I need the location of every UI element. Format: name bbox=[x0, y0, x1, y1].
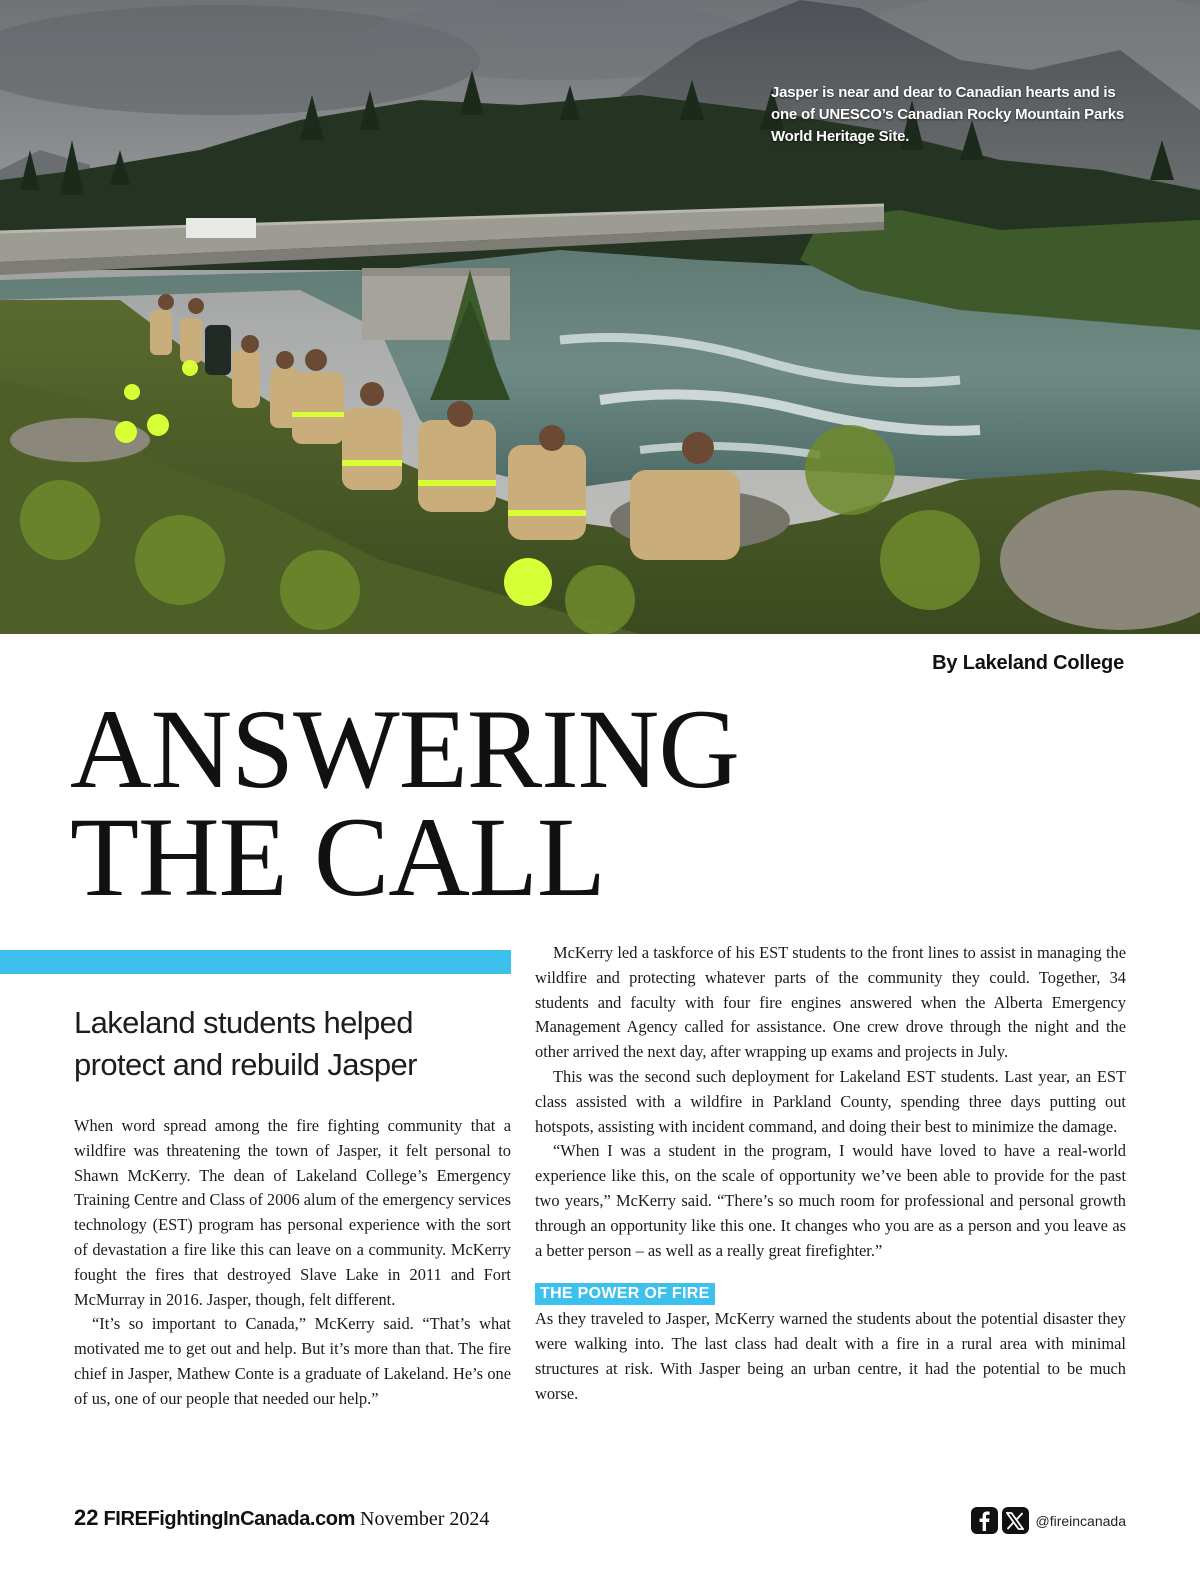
paragraph: “When I was a student in the program, I would have loved to have a real-world experience like this, on the scale of opportunity we’ve been able to provide for the past two years,” McKerry said. “There’s so much room for professional and personal growth through an opportunity like this one. It changes who you are as a person and you leave as a better person – as well as a really great firefighter.” bbox=[535, 1141, 1126, 1260]
photo-caption: Jasper is near and dear to Canadian hearts and is one of UNESCO’s Canadian Rocky Mountain Parks World Heritage Site. bbox=[771, 84, 1125, 145]
byline: By Lakeland College bbox=[932, 652, 1124, 674]
social-links bbox=[971, 1507, 1127, 1534]
footer-date: November 2024 bbox=[360, 1508, 490, 1530]
page-number: 22 bbox=[74, 1505, 99, 1530]
headline-line-1: ANSWERING bbox=[70, 687, 739, 812]
section-heading: THE POWER OF FIRE bbox=[535, 1283, 715, 1305]
social-handle[interactable]: @fireincanada bbox=[1035, 1512, 1126, 1529]
paragraph: McKerry led a taskforce of his EST students to the front lines to assist in managing the wildfire and protecting whatever parts of the community they could. Together, 34 students and faculty with four fire engines answered when the Alberta Emergency Management Agency called for assistance. One crew drove through the night and the other arrived the next day, after wrapping up exams and projects in July. bbox=[535, 943, 1126, 1062]
hero-photo bbox=[0, 0, 1200, 634]
body-column-left bbox=[74, 1114, 511, 1412]
footer-folio bbox=[74, 1505, 489, 1531]
accent-bar bbox=[0, 950, 511, 974]
subheadline: Lakeland students helped protect and rebuild Jasper bbox=[74, 1005, 417, 1082]
paragraph: When word spread among the fire fighting community that a wildfire was threatening the town of Jasper, it felt personal to Shawn McKerry. The dean of Lakeland College’s Emergency Training Centre and Class of 2006 alum of the emergency services technology (EST) program has personal experience with the sort of devastation a fire like this can leave on a community. McKerry fought the fires that destroyed Slave Lake in 2011 and Fort McMurray in 2016. Jasper, though, felt different. bbox=[74, 1116, 511, 1309]
paragraph: As they traveled to Jasper, McKerry warned the students about the potential disaster they were walking into. The last class had dealt with a fire in a rural area with minimal structures at risk. With Jasper being an urban centre, it had the potential to be much worse. bbox=[535, 1309, 1126, 1403]
body-column-right bbox=[535, 941, 1126, 1407]
facebook-icon[interactable] bbox=[971, 1507, 998, 1534]
headline-line-2: THE CALL bbox=[70, 795, 605, 920]
x-icon[interactable] bbox=[1002, 1507, 1029, 1534]
paragraph: This was the second such deployment for Lakeland EST students. Last year, an EST class assisted with a wildfire in Parkland County, spending three days putting out hotspots, assisting with incident command, and doing their best to minimize the damage. bbox=[535, 1066, 1126, 1136]
footer-site: FIREFightingInCanada.com bbox=[103, 1508, 355, 1530]
paragraph: “It’s so important to Canada,” McKerry said. “That’s what motivated me to get out and help. But it’s more than that. The fire chief in Jasper, Mathew Conte is a graduate of Lakeland. He’s one of us, one of our people that needed our help.” bbox=[74, 1314, 511, 1408]
headline bbox=[70, 687, 890, 920]
